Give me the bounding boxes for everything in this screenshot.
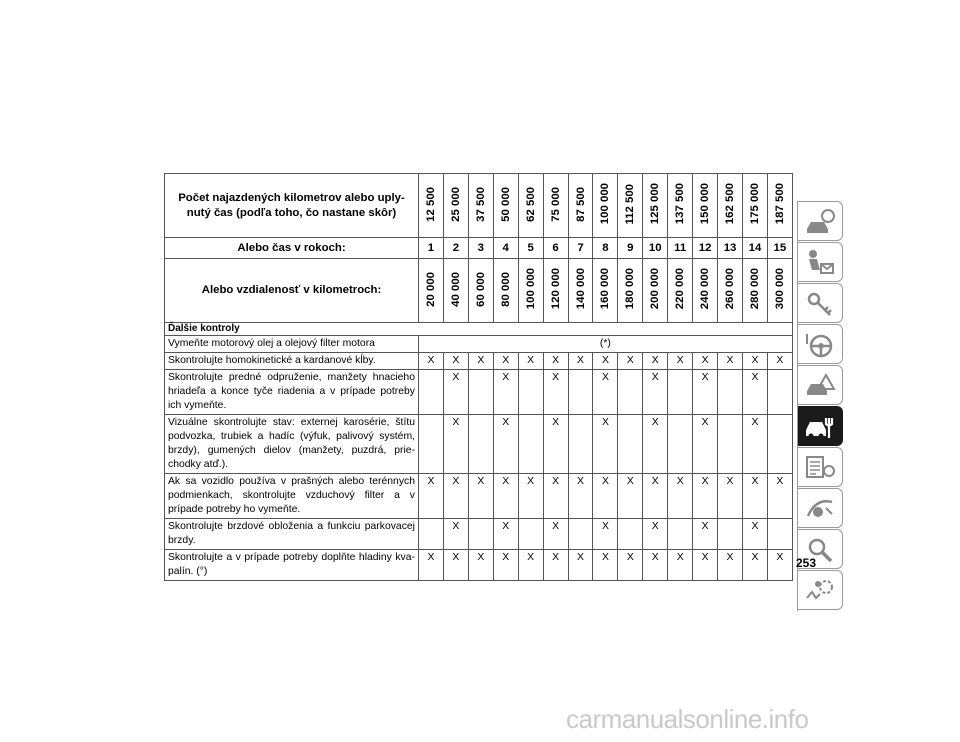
year-value: 8	[593, 238, 618, 259]
interval-mark: X	[643, 474, 668, 519]
interval-mark: X	[568, 353, 593, 370]
year-value: 13	[718, 238, 743, 259]
distance-value: 240 000	[693, 259, 718, 323]
chapter-tab[interactable]	[798, 488, 843, 528]
section-row	[165, 323, 793, 336]
km-value: 12 500	[419, 174, 444, 238]
interval-mark: X	[468, 474, 493, 519]
interval-mark: X	[693, 519, 718, 550]
year-value: 7	[568, 238, 593, 259]
interval-mark: X	[718, 474, 743, 519]
table-row	[165, 370, 793, 415]
interval-mark: X	[543, 550, 568, 581]
interval-mark	[767, 415, 792, 474]
interval-mark	[419, 519, 444, 550]
chapter-tab[interactable]	[798, 324, 843, 364]
year-value: 12	[693, 238, 718, 259]
check-note: (*)	[419, 336, 793, 353]
chapter-tab[interactable]	[798, 283, 843, 323]
interval-mark: X	[518, 474, 543, 519]
distance-value: 60 000	[468, 259, 493, 323]
year-value: 6	[543, 238, 568, 259]
interval-mark	[668, 519, 693, 550]
table-row	[165, 474, 793, 519]
km-value: 37 500	[468, 174, 493, 238]
year-value: 11	[668, 238, 693, 259]
interval-mark: X	[593, 353, 618, 370]
interval-mark: X	[468, 550, 493, 581]
interval-mark: X	[543, 519, 568, 550]
interval-mark: X	[668, 474, 693, 519]
interval-mark: X	[493, 370, 518, 415]
interval-mark: X	[742, 474, 767, 519]
year-value: 3	[468, 238, 493, 259]
interval-mark	[468, 519, 493, 550]
chapter-tabs	[797, 201, 843, 611]
chapter-tab[interactable]	[798, 406, 843, 446]
interval-mark: X	[543, 353, 568, 370]
interval-mark: X	[742, 415, 767, 474]
interval-mark	[419, 415, 444, 474]
section-title: Ďalšie kontroly	[165, 323, 793, 336]
year-value: 10	[643, 238, 668, 259]
interval-mark	[518, 519, 543, 550]
interval-mark: X	[468, 353, 493, 370]
km-value: 87 500	[568, 174, 593, 238]
interval-mark: X	[493, 519, 518, 550]
interval-mark: X	[593, 519, 618, 550]
check-description: Skontrolujte predné odpruženie, manžety hnacieho hriadeľa a konce tyče riadenia a v prípade potreby ich vymeňte.	[165, 370, 419, 415]
distance-value: 220 000	[668, 259, 693, 323]
interval-mark: X	[593, 474, 618, 519]
interval-mark: X	[693, 353, 718, 370]
km-value: 25 000	[443, 174, 468, 238]
interval-mark: X	[767, 474, 792, 519]
year-value: 4	[493, 238, 518, 259]
interval-mark: X	[593, 550, 618, 581]
distance-label: Alebo vzdialenosť v kilometroch:	[165, 259, 419, 323]
km-value: 125 000	[643, 174, 668, 238]
interval-mark: X	[443, 353, 468, 370]
table-row	[165, 519, 793, 550]
interval-mark: X	[419, 550, 444, 581]
interval-mark: X	[443, 519, 468, 550]
table-row	[165, 415, 793, 474]
interval-mark: X	[767, 550, 792, 581]
table-row	[165, 550, 793, 581]
interval-mark: X	[543, 370, 568, 415]
interval-mark: X	[419, 353, 444, 370]
watermark: carmanualsonline.info	[566, 704, 809, 734]
distance-value: 160 000	[593, 259, 618, 323]
year-value: 5	[518, 238, 543, 259]
distance-value: 300 000	[767, 259, 792, 323]
interval-mark	[618, 370, 643, 415]
distance-value: 260 000	[718, 259, 743, 323]
chapter-tab[interactable]	[798, 447, 843, 487]
interval-mark: X	[618, 550, 643, 581]
interval-mark	[718, 370, 743, 415]
years-label: Alebo čas v rokoch:	[165, 238, 419, 259]
interval-mark	[468, 370, 493, 415]
distance-value: 40 000	[443, 259, 468, 323]
interval-mark: X	[693, 550, 718, 581]
interval-mark: X	[742, 550, 767, 581]
interval-mark: X	[493, 353, 518, 370]
interval-mark	[518, 370, 543, 415]
km-value: 62 500	[518, 174, 543, 238]
interval-mark	[767, 519, 792, 550]
interval-mark: X	[543, 474, 568, 519]
distance-value: 120 000	[543, 259, 568, 323]
check-description: Vizuálne skontrolujte stav: externej karosérie, štítu podvozka, trubiek a hadíc (výfuk, palivový systém, brzdy), gumených dielov (manžety, puzdrá, prie- chodky atď.).	[165, 415, 419, 474]
interval-mark: X	[443, 474, 468, 519]
year-value: 2	[443, 238, 468, 259]
interval-mark	[668, 370, 693, 415]
km-value: 50 000	[493, 174, 518, 238]
chapter-tab[interactable]	[798, 201, 843, 241]
interval-mark: X	[643, 415, 668, 474]
km-value: 175 000	[742, 174, 767, 238]
km-header-label: Počet najazdených kilometrov alebo uply- nutý čas (podľa toho, čo nastane skôr)	[165, 174, 419, 238]
year-value: 9	[618, 238, 643, 259]
year-value: 15	[767, 238, 792, 259]
km-value: 137 500	[668, 174, 693, 238]
km-value: 100 000	[593, 174, 618, 238]
interval-mark: X	[443, 415, 468, 474]
chapter-tab[interactable]	[798, 365, 843, 405]
interval-mark	[419, 370, 444, 415]
interval-mark: X	[693, 370, 718, 415]
interval-mark	[568, 519, 593, 550]
interval-mark: X	[543, 415, 568, 474]
km-value: 112 500	[618, 174, 643, 238]
maintenance-schedule-table	[164, 173, 793, 581]
interval-mark: X	[593, 415, 618, 474]
interval-mark	[568, 370, 593, 415]
distance-value: 140 000	[568, 259, 593, 323]
interval-mark: X	[718, 550, 743, 581]
distance-row	[165, 259, 793, 323]
interval-mark	[568, 415, 593, 474]
distance-value: 200 000	[643, 259, 668, 323]
interval-mark: X	[568, 474, 593, 519]
interval-mark: X	[618, 353, 643, 370]
interval-mark: X	[493, 474, 518, 519]
page-number: 253	[796, 556, 817, 570]
km-value: 150 000	[693, 174, 718, 238]
check-description: Vymeňte motorový olej a olejový filter motora	[165, 336, 419, 353]
interval-mark	[718, 415, 743, 474]
check-description: Skontrolujte brzdové obloženia a funkciu parkovacej brzdy.	[165, 519, 419, 550]
interval-mark: X	[668, 353, 693, 370]
year-value: 14	[742, 238, 767, 259]
interval-mark: X	[643, 550, 668, 581]
interval-mark	[468, 415, 493, 474]
interval-mark: X	[493, 550, 518, 581]
interval-mark: X	[493, 415, 518, 474]
interval-mark: X	[618, 474, 643, 519]
interval-mark: X	[767, 353, 792, 370]
interval-mark	[668, 415, 693, 474]
interval-mark: X	[443, 550, 468, 581]
check-description: Skontrolujte a v prípade potreby doplňte hladiny kva- palín. (°)	[165, 550, 419, 581]
interval-mark: X	[742, 519, 767, 550]
table-row	[165, 336, 793, 353]
interval-mark: X	[443, 370, 468, 415]
interval-mark: X	[568, 550, 593, 581]
interval-mark: X	[718, 353, 743, 370]
year-value: 1	[419, 238, 444, 259]
distance-value: 20 000	[419, 259, 444, 323]
interval-mark: X	[693, 415, 718, 474]
interval-mark	[767, 370, 792, 415]
km-value: 162 500	[718, 174, 743, 238]
distance-value: 80 000	[493, 259, 518, 323]
interval-mark: X	[742, 353, 767, 370]
interval-mark: X	[593, 370, 618, 415]
chapter-tab[interactable]	[798, 242, 843, 282]
interval-mark: X	[518, 550, 543, 581]
km-value: 187 500	[767, 174, 792, 238]
interval-mark: X	[419, 474, 444, 519]
km-value: 75 000	[543, 174, 568, 238]
check-description: Ak sa vozidlo používa v prašných alebo terénnych podmienkach, skontrolujte vzduchový filter a v prípade potreby ho vymeňte.	[165, 474, 419, 519]
interval-mark: X	[643, 519, 668, 550]
interval-mark	[518, 415, 543, 474]
distance-value: 280 000	[742, 259, 767, 323]
interval-mark: X	[693, 474, 718, 519]
chapter-tab[interactable]	[798, 570, 843, 610]
interval-mark	[618, 415, 643, 474]
check-description: Skontrolujte homokinetické a kardanové kĺby.	[165, 353, 419, 370]
interval-mark	[618, 519, 643, 550]
interval-mark: X	[643, 353, 668, 370]
interval-mark: X	[643, 370, 668, 415]
interval-mark: X	[742, 370, 767, 415]
km-header-row	[165, 174, 793, 238]
years-row	[165, 238, 793, 259]
distance-value: 100 000	[518, 259, 543, 323]
interval-mark: X	[518, 353, 543, 370]
table-row	[165, 353, 793, 370]
interval-mark: X	[668, 550, 693, 581]
interval-mark	[718, 519, 743, 550]
distance-value: 180 000	[618, 259, 643, 323]
